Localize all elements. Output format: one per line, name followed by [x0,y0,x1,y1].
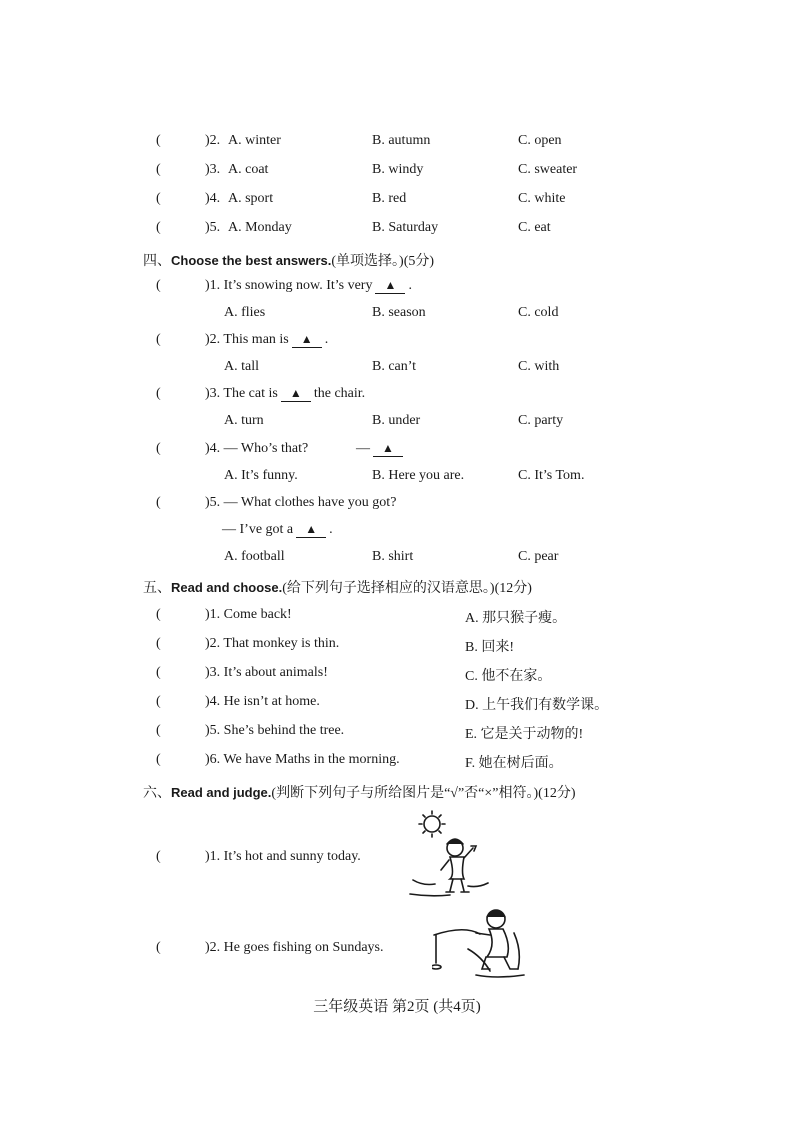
page-footer: 三年级英语 第2页 (共4页) [313,999,481,1015]
answer-blank[interactable] [281,386,311,402]
s4-options-5 [0,549,794,571]
question-text [205,386,365,402]
english-sentence: )3. It’s about animals! [205,665,328,680]
option-c: C. pear [518,549,559,564]
answer-paren[interactable]: ( [156,636,161,651]
answer-paren[interactable]: ( [156,133,161,148]
answer-paren[interactable]: ( [156,495,161,510]
section-number: 五、 [143,581,171,596]
chinese-meaning: D. 上午我们有数学课。 [465,698,609,713]
answer-blank[interactable] [373,441,403,457]
option-c: C. cold [518,305,559,320]
chinese-meaning: C. 他不在家。 [465,669,552,684]
answer-blank[interactable] [296,522,326,538]
option-a: A. coat [228,162,269,177]
option-b: B. can’t [372,359,417,374]
boy-fishing-icon [432,905,528,981]
option-c: C. It’s Tom. [518,468,585,483]
s4-question-5 [0,495,794,517]
s5-item-6 [0,752,794,774]
question-number: )4. [205,191,221,206]
question-number: )5. [205,220,221,235]
option-b: B. shirt [372,549,414,564]
s4-options-2 [0,359,794,381]
question-stem: )2. This man is [205,332,289,347]
option-a: A. Monday [228,220,292,235]
reply-stem: — I’ve got a [222,522,294,537]
s4-options-4 [0,468,794,490]
option-b: B. Here you are. [372,468,465,483]
s4-question-4 [0,441,794,463]
answer-paren[interactable]: ( [156,940,161,955]
english-sentence: )4. He isn’t at home. [205,694,320,709]
option-c: C. sweater [518,162,578,177]
option-a: A. winter [228,133,281,148]
s6-item-2 [0,940,794,962]
question-number: )3. [205,162,221,177]
s5-item-1 [0,607,794,629]
dash: — [356,441,370,456]
section-5-heading [143,577,532,597]
section-number: 六、 [143,786,171,801]
option-b: B. Saturday [372,220,439,235]
option-a: A. flies [224,305,266,320]
section-title: Read and choose. [171,580,283,595]
question-stem: )5. — What clothes have you got? [205,495,397,510]
option-a: A. turn [224,413,264,428]
section-note: (单项选择。)(5分) [331,254,435,269]
prev-item-4 [0,191,794,213]
answer-dash [356,441,406,457]
chinese-meaning: A. 那只猴子瘦。 [465,611,567,626]
answer-paren[interactable]: ( [156,191,161,206]
english-sentence: )5. She’s behind the tree. [205,723,345,738]
triangle-icon: ▲ [289,386,302,400]
section-note: (给下列句子选择相应的汉语意思。)(12分) [282,581,532,596]
question-end: . [324,332,329,347]
girl-in-sun-icon [408,810,492,898]
answer-paren[interactable]: ( [156,665,161,680]
english-sentence: )1. It’s hot and sunny today. [205,849,361,864]
english-sentence: )2. That monkey is thin. [205,636,340,651]
s4-question-1 [0,278,794,300]
section-title: Choose the best answers. [171,253,332,268]
question-stem: )1. It’s snowing now. It’s very [205,278,373,293]
triangle-icon: ▲ [305,522,318,536]
s5-item-2 [0,636,794,658]
option-a: A. It’s funny. [224,468,298,483]
answer-blank[interactable] [375,278,405,294]
triangle-icon: ▲ [382,441,394,455]
option-a: A. sport [228,191,274,206]
section-number: 四、 [143,254,171,269]
option-b: B. autumn [372,133,431,148]
answer-paren[interactable]: ( [156,332,161,347]
chinese-meaning: F. 她在树后面。 [465,756,563,771]
question-end: . [329,522,333,537]
question-text [222,522,333,538]
s4-question-5-line2 [0,522,794,544]
chinese-meaning: B. 回来! [465,640,514,655]
section-title: Read and judge. [171,785,272,800]
triangle-icon: ▲ [300,332,313,346]
question-stem: )4. — Who’s that? [205,441,309,456]
question-end: the chair. [313,386,366,401]
option-b: B. red [372,191,407,206]
s4-question-3 [0,386,794,408]
answer-paren[interactable]: ( [156,441,161,456]
prev-item-2 [0,133,794,155]
s5-item-4 [0,694,794,716]
option-c: C. open [518,133,562,148]
section-6-heading [143,782,576,802]
s4-options-3 [0,413,794,435]
question-end: . [408,278,412,293]
s4-options-1 [0,305,794,327]
answer-paren[interactable]: ( [156,694,161,709]
english-sentence: )1. Come back! [205,607,292,622]
section-4-heading [143,250,434,270]
answer-paren[interactable]: ( [156,278,161,293]
option-c: C. white [518,191,566,206]
question-number: )2. [205,133,221,148]
section-note: (判断下列句子与所给图片是“√”否“×”相符。)(12分) [271,786,576,801]
s5-item-5 [0,723,794,745]
option-b: B. windy [372,162,424,177]
answer-paren[interactable]: ( [156,386,161,401]
option-c: C. with [518,359,560,374]
option-c: C. party [518,413,564,428]
option-a: A. tall [224,359,259,374]
answer-paren[interactable]: ( [156,220,161,235]
answer-paren[interactable]: ( [156,162,161,177]
triangle-icon: ▲ [384,278,397,292]
question-text [205,278,412,294]
question-text [205,332,328,348]
option-c: C. eat [518,220,551,235]
s5-item-3 [0,665,794,687]
s6-item-1 [0,849,794,871]
answer-paren[interactable]: ( [156,752,161,767]
english-sentence: )2. He goes fishing on Sundays. [205,940,384,955]
option-a: A. football [224,549,285,564]
s4-question-2 [0,332,794,354]
chinese-meaning: E. 它是关于动物的! [465,727,584,742]
answer-paren[interactable]: ( [156,607,161,622]
answer-paren[interactable]: ( [156,849,161,864]
question-stem: )3. The cat is [205,386,278,401]
answer-blank[interactable] [292,332,322,348]
english-sentence: )6. We have Maths in the morning. [205,752,400,767]
prev-item-5 [0,220,794,242]
answer-paren[interactable]: ( [156,723,161,738]
option-b: B. under [372,413,421,428]
prev-item-3 [0,162,794,184]
option-b: B. season [372,305,426,320]
